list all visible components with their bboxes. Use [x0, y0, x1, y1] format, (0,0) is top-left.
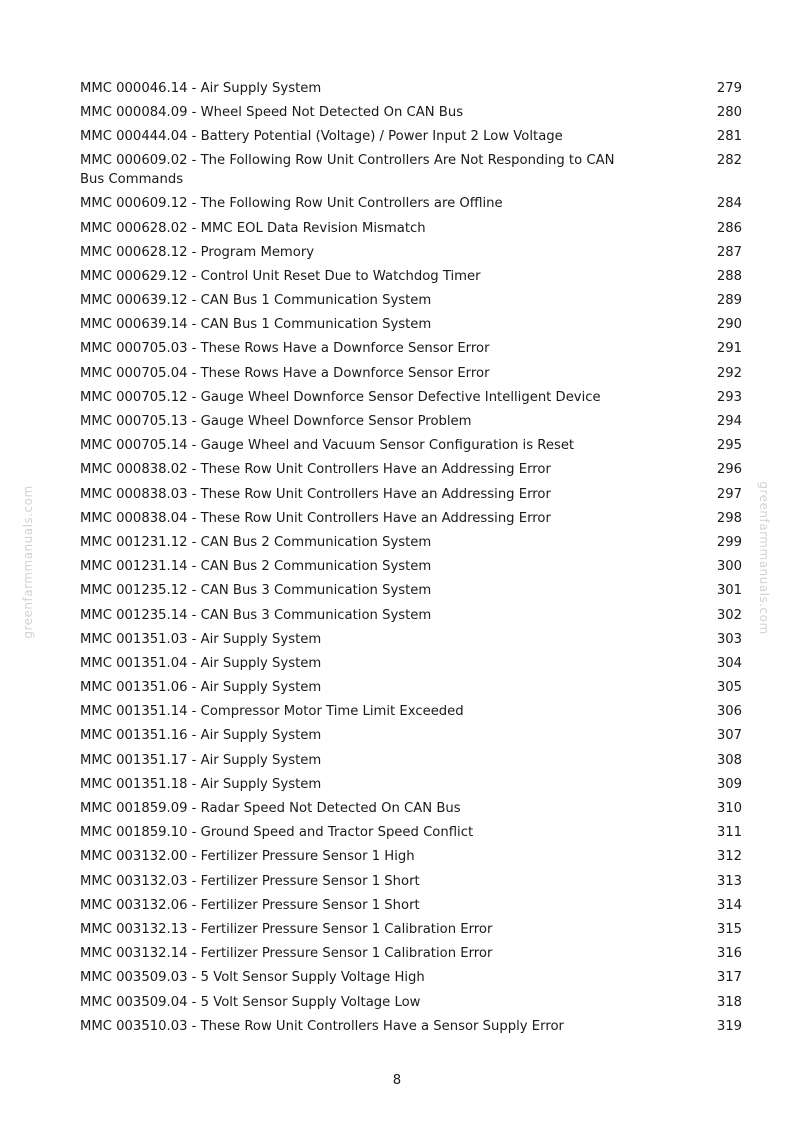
toc-entry[interactable]	[80, 603, 742, 627]
toc-entry-page: 312	[716, 849, 742, 865]
toc-entry-title: MMC 003132.03 - Fertilizer Pressure Sensor 1 Short	[80, 873, 420, 889]
toc-entry-page: 281	[716, 128, 742, 144]
toc-entry[interactable]	[80, 337, 742, 361]
toc-entry-page: 280	[716, 104, 742, 120]
toc-entry-page: 315	[716, 921, 742, 937]
toc-entry-title: MMC 003132.13 - Fertilizer Pressure Sensor 1 Calibration Error	[80, 921, 493, 937]
toc-entry[interactable]	[80, 893, 742, 917]
toc-entry-page: 297	[716, 486, 742, 502]
toc-entry-title: MMC 001231.12 - CAN Bus 2 Communication System	[80, 534, 432, 550]
toc-entry[interactable]	[80, 700, 742, 724]
toc-entry-title: MMC 001351.17 - Air Supply System	[80, 752, 322, 768]
table-of-contents	[80, 76, 742, 1038]
toc-entry-title: MMC 001231.14 - CAN Bus 2 Communication System	[80, 559, 432, 575]
toc-entry[interactable]	[80, 149, 742, 192]
toc-entry-title: MMC 003132.00 - Fertilizer Pressure Sensor 1 High	[80, 849, 415, 865]
toc-entry[interactable]	[80, 772, 742, 796]
toc-entry-title: MMC 003509.03 - 5 Volt Sensor Supply Voltage High	[80, 970, 425, 986]
toc-entry-title: MMC 000705.13 - Gauge Wheel Downforce Sensor Problem	[80, 414, 472, 430]
toc-entry-page: 291	[716, 341, 742, 357]
toc-entry-page: 282	[716, 153, 742, 169]
toc-entry-page: 303	[716, 631, 742, 647]
toc-entry-page: 293	[716, 389, 742, 405]
toc-entry-title: MMC 003132.06 - Fertilizer Pressure Sensor 1 Short	[80, 897, 420, 913]
toc-entry-title: MMC 000609.02 - The Following Row Unit Controllers Are Not Responding to CAN Bus Commands	[80, 153, 615, 188]
toc-entry-page: 304	[716, 655, 742, 671]
toc-entry[interactable]	[80, 1014, 742, 1038]
toc-entry[interactable]	[80, 385, 742, 409]
toc-entry[interactable]	[80, 651, 742, 675]
toc-entry[interactable]	[80, 216, 742, 240]
toc-entry[interactable]	[80, 434, 742, 458]
toc-entry-page: 316	[716, 946, 742, 962]
toc-entry[interactable]	[80, 676, 742, 700]
toc-entry-title: MMC 000084.09 - Wheel Speed Not Detected On CAN Bus	[80, 104, 464, 120]
toc-entry[interactable]	[80, 869, 742, 893]
toc-entry[interactable]	[80, 627, 742, 651]
toc-entry[interactable]	[80, 76, 742, 100]
toc-entry-page: 309	[716, 776, 742, 792]
toc-entry-title: MMC 000705.14 - Gauge Wheel and Vacuum Sensor Configuration is Reset	[80, 438, 575, 454]
toc-entry[interactable]	[80, 192, 742, 216]
toc-entry[interactable]	[80, 506, 742, 530]
toc-entry[interactable]	[80, 289, 742, 313]
toc-entry-title: MMC 000639.12 - CAN Bus 1 Communication System	[80, 293, 432, 309]
toc-entry-title: MMC 000705.03 - These Rows Have a Downforce Sensor Error	[80, 341, 490, 357]
toc-entry-page: 296	[716, 462, 742, 478]
page-number: 8	[392, 1073, 402, 1088]
toc-entry-page: 292	[716, 365, 742, 381]
toc-entry-page: 287	[716, 244, 742, 260]
toc-entry[interactable]	[80, 796, 742, 820]
toc-entry-title: MMC 001351.06 - Air Supply System	[80, 680, 322, 696]
toc-entry[interactable]	[80, 458, 742, 482]
toc-entry-page: 311	[716, 825, 742, 841]
toc-entry-page: 284	[716, 196, 742, 212]
toc-entry-title: MMC 000444.04 - Battery Potential (Voltage) / Power Input 2 Low Voltage	[80, 128, 563, 144]
toc-entry-title: MMC 001235.12 - CAN Bus 3 Communication System	[80, 583, 432, 599]
toc-entry-title: MMC 000705.12 - Gauge Wheel Downforce Sensor Defective Intelligent Device	[80, 389, 601, 405]
toc-entry[interactable]	[80, 530, 742, 554]
toc-entry-page: 299	[716, 534, 742, 550]
toc-entry-title: MMC 003510.03 - These Row Unit Controllers Have a Sensor Supply Error	[80, 1018, 564, 1034]
toc-entry-page: 288	[716, 268, 742, 284]
toc-entry-page: 305	[716, 680, 742, 696]
toc-entry-title: MMC 000046.14 - Air Supply System	[80, 80, 322, 96]
toc-entry[interactable]	[80, 409, 742, 433]
toc-entry-title: MMC 001351.14 - Compressor Motor Time Limit Exceeded	[80, 704, 464, 720]
toc-entry-page: 298	[716, 510, 742, 526]
toc-entry-page: 317	[716, 970, 742, 986]
toc-entry-title: MMC 000838.04 - These Row Unit Controllers Have an Addressing Error	[80, 510, 551, 526]
toc-entry[interactable]	[80, 821, 742, 845]
toc-entry-title: MMC 000705.04 - These Rows Have a Downforce Sensor Error	[80, 365, 490, 381]
toc-entry-title: MMC 001351.04 - Air Supply System	[80, 655, 322, 671]
toc-entry-page: 289	[716, 293, 742, 309]
toc-entry-title: MMC 000838.02 - These Row Unit Controllers Have an Addressing Error	[80, 462, 551, 478]
toc-entry-page: 286	[716, 220, 742, 236]
toc-entry-title: MMC 003132.14 - Fertilizer Pressure Sensor 1 Calibration Error	[80, 946, 493, 962]
toc-entry[interactable]	[80, 845, 742, 869]
toc-entry-title: MMC 001859.09 - Radar Speed Not Detected On CAN Bus	[80, 801, 461, 817]
toc-entry-title: MMC 000838.03 - These Row Unit Controllers Have an Addressing Error	[80, 486, 551, 502]
toc-entry[interactable]	[80, 100, 742, 124]
toc-entry-page: 294	[716, 414, 742, 430]
toc-entry-page: 307	[716, 728, 742, 744]
toc-entry-title: MMC 003509.04 - 5 Volt Sensor Supply Voltage Low	[80, 994, 421, 1010]
toc-entry-page: 318	[716, 994, 742, 1010]
toc-entry[interactable]	[80, 748, 742, 772]
toc-entry[interactable]	[80, 942, 742, 966]
toc-entry-title: MMC 000609.12 - The Following Row Unit Controllers are Offline	[80, 196, 503, 212]
toc-entry[interactable]	[80, 555, 742, 579]
toc-entry[interactable]	[80, 917, 742, 941]
toc-entry-title: MMC 000629.12 - Control Unit Reset Due to Watchdog Timer	[80, 268, 481, 284]
toc-entry-page: 313	[716, 873, 742, 889]
toc-entry[interactable]	[80, 240, 742, 264]
toc-entry-title: MMC 001351.18 - Air Supply System	[80, 776, 322, 792]
toc-entry-title: MMC 001351.16 - Air Supply System	[80, 728, 322, 744]
toc-entry[interactable]	[80, 361, 742, 385]
toc-entry-page: 295	[716, 438, 742, 454]
toc-entry[interactable]	[80, 724, 742, 748]
toc-entry-page: 319	[716, 1018, 742, 1034]
toc-entry-title: MMC 000639.14 - CAN Bus 1 Communication System	[80, 317, 432, 333]
toc-entry-page: 302	[716, 607, 742, 623]
toc-entry[interactable]	[80, 264, 742, 288]
toc-entry[interactable]	[80, 966, 742, 990]
toc-entry-page: 310	[716, 801, 742, 817]
toc-entry-title: MMC 001235.14 - CAN Bus 3 Communication System	[80, 607, 432, 623]
toc-entry[interactable]	[80, 579, 742, 603]
toc-entry[interactable]	[80, 313, 742, 337]
toc-entry-page: 306	[716, 704, 742, 720]
toc-entry-page: 300	[716, 559, 742, 575]
toc-entry-title: MMC 001351.03 - Air Supply System	[80, 631, 322, 647]
toc-entry-page: 290	[716, 317, 742, 333]
toc-entry-title: MMC 000628.12 - Program Memory	[80, 244, 315, 260]
toc-entry[interactable]	[80, 990, 742, 1014]
toc-entry[interactable]	[80, 482, 742, 506]
toc-entry[interactable]	[80, 124, 742, 148]
toc-entry-title: MMC 001859.10 - Ground Speed and Tractor Speed Conflict	[80, 825, 474, 841]
toc-entry-page: 301	[716, 583, 742, 599]
watermark-right: greenfarmmanuals.com	[757, 481, 771, 635]
toc-entry-page: 314	[716, 897, 742, 913]
toc-entry-page: 308	[716, 752, 742, 768]
watermark-left: greenfarmmanuals.com	[21, 485, 35, 639]
toc-entry-title: MMC 000628.02 - MMC EOL Data Revision Mismatch	[80, 220, 426, 236]
toc-entry-page: 279	[716, 80, 742, 96]
